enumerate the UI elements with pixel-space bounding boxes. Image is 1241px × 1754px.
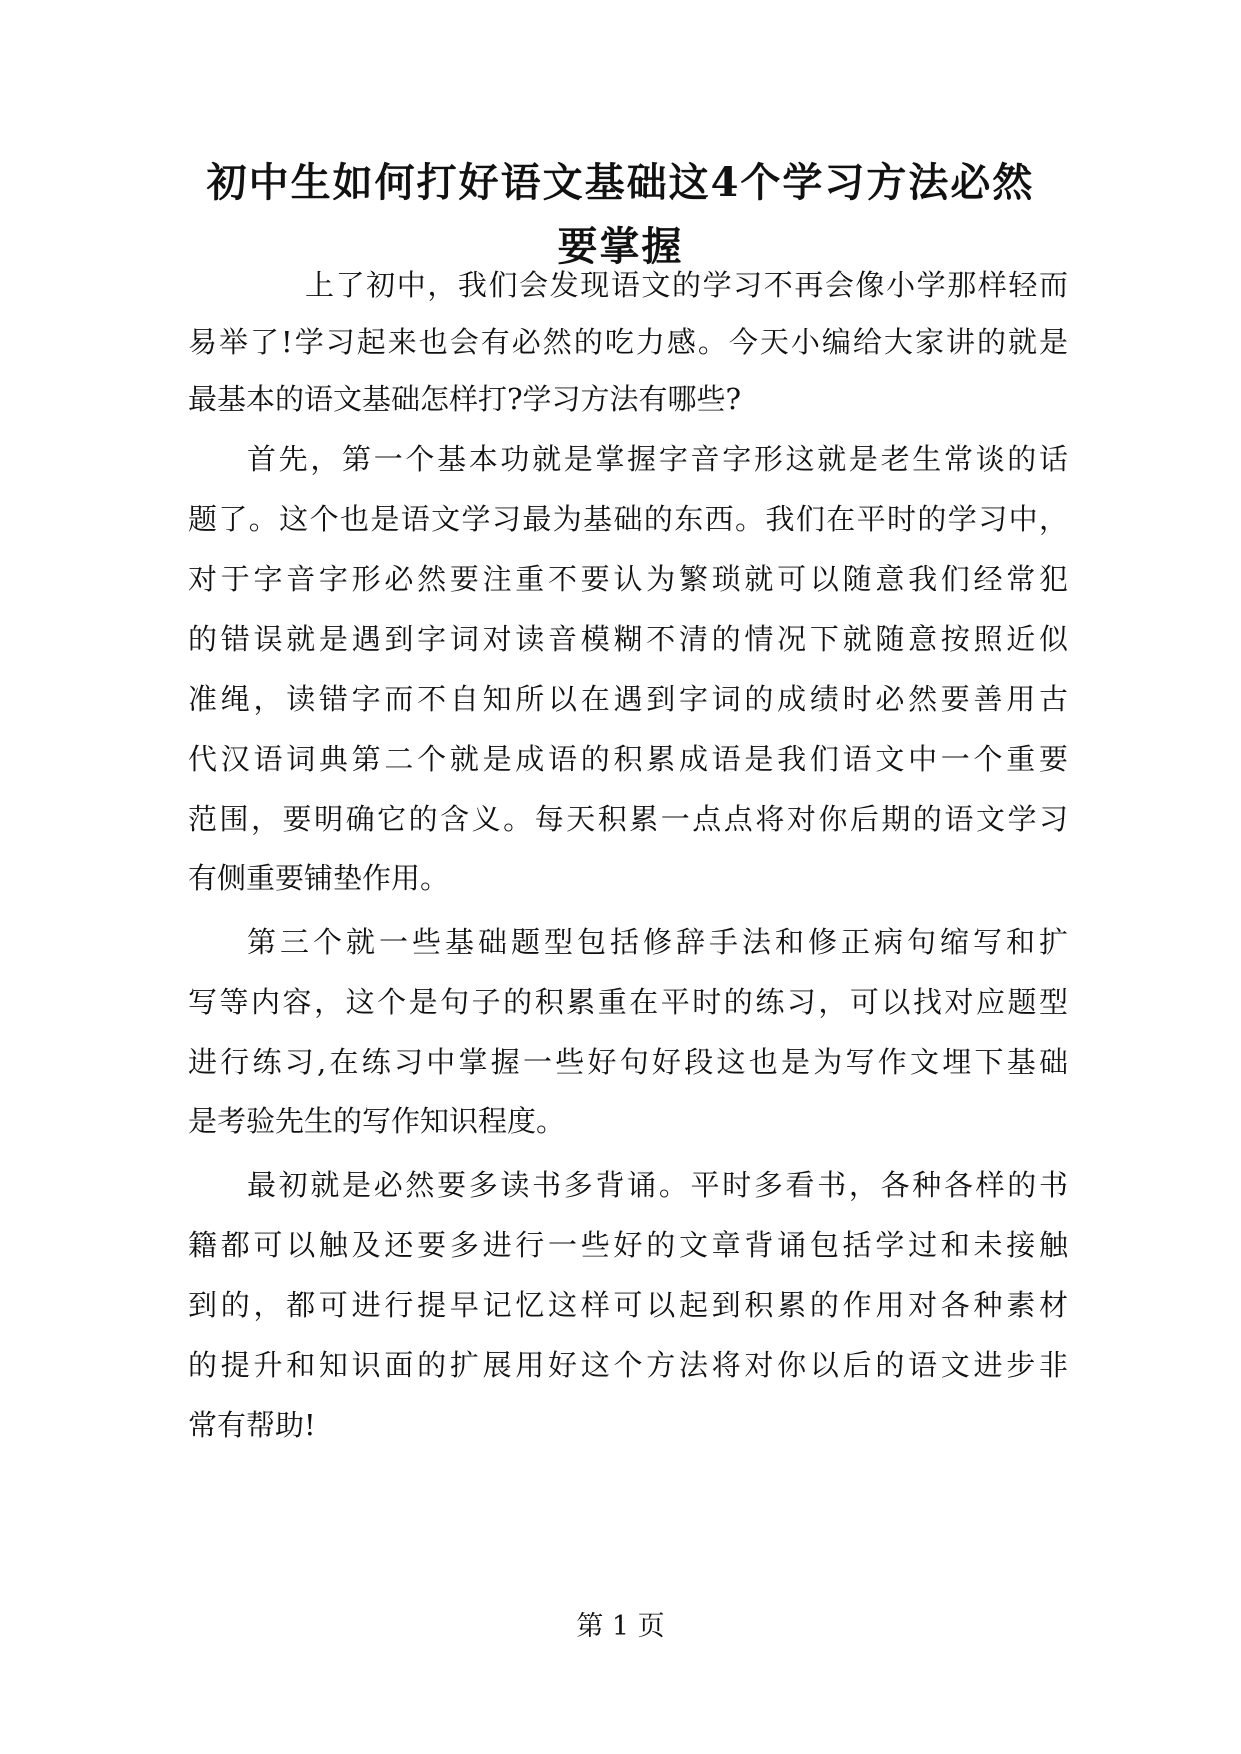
paragraph-1-line-3: 最基本的语文基础怎样打?学习方法有哪些? [188,382,742,416]
paragraph-2-line-6: 代汉语词典第二个就是成语的积累成语是我们语文中一个重要 [188,742,1068,776]
paragraph-2-line-5: 准绳，读错字而不自知所以在遇到字词的成绩时必然要善用古 [188,682,1068,716]
paragraph-2-line-4: 的错误就是遇到字词对读音模糊不清的情况下就随意按照近似 [188,622,1068,656]
paragraph-2-line-7: 范围，要明确它的含义。每天积累一点点将对你后期的语文学习 [188,802,1068,836]
paragraph-4-line-4: 的提升和知识面的扩展用好这个方法将对你以后的语文进步非 [188,1348,1068,1382]
paragraph-1-line-1: 上了初中，我们会发现语文的学习不再会像小学那样轻而 [305,268,1068,302]
document-title-line-2: 要掌握 [557,223,684,270]
paragraph-4-line-1: 最初就是必然要多读书多背诵。平时多看书，各种各样的书 [247,1168,1068,1202]
paragraph-2-line-3: 对于字音字形必然要注重不要认为繁琐就可以随意我们经常犯 [188,562,1068,596]
paragraph-4-line-3: 到的，都可进行提早记忆这样可以起到积累的作用对各种素材 [188,1288,1068,1322]
paragraph-2-line-1: 首先，第一个基本功就是掌握字音字形这就是老生常谈的话 [247,442,1068,476]
paragraph-2-line-2: 题了。这个也是语文学习最为基础的东西。我们在平时的学习中， [188,502,1068,536]
paragraph-4-line-2: 籍都可以触及还要多进行一些好的文章背诵包括学过和未接触 [188,1228,1068,1262]
paragraph-3-line-4: 是考验先生的写作知识程度。 [188,1104,566,1138]
page-number-footer: 第 1 页 [576,1611,665,1642]
paragraph-1-line-2: 易举了!学习起来也会有必然的吃力感。今天小编给大家讲的就是 [188,325,1068,359]
document-title-line-1: 初中生如何打好语文基础这4个学习方法必然 [206,159,1035,206]
paragraph-3-line-2: 写等内容，这个是句子的积累重在平时的练习，可以找对应题型 [188,985,1068,1019]
paragraph-3-line-1: 第三个就一些基础题型包括修辞手法和修正病句缩写和扩 [247,925,1068,959]
paragraph-2-line-8: 有侧重要铺垫作用。 [188,861,450,895]
paragraph-3-line-3: 进行练习,在练习中掌握一些好句好段这也是为写作文埋下基础 [188,1045,1068,1079]
paragraph-4-line-5: 常有帮助! [188,1408,316,1442]
